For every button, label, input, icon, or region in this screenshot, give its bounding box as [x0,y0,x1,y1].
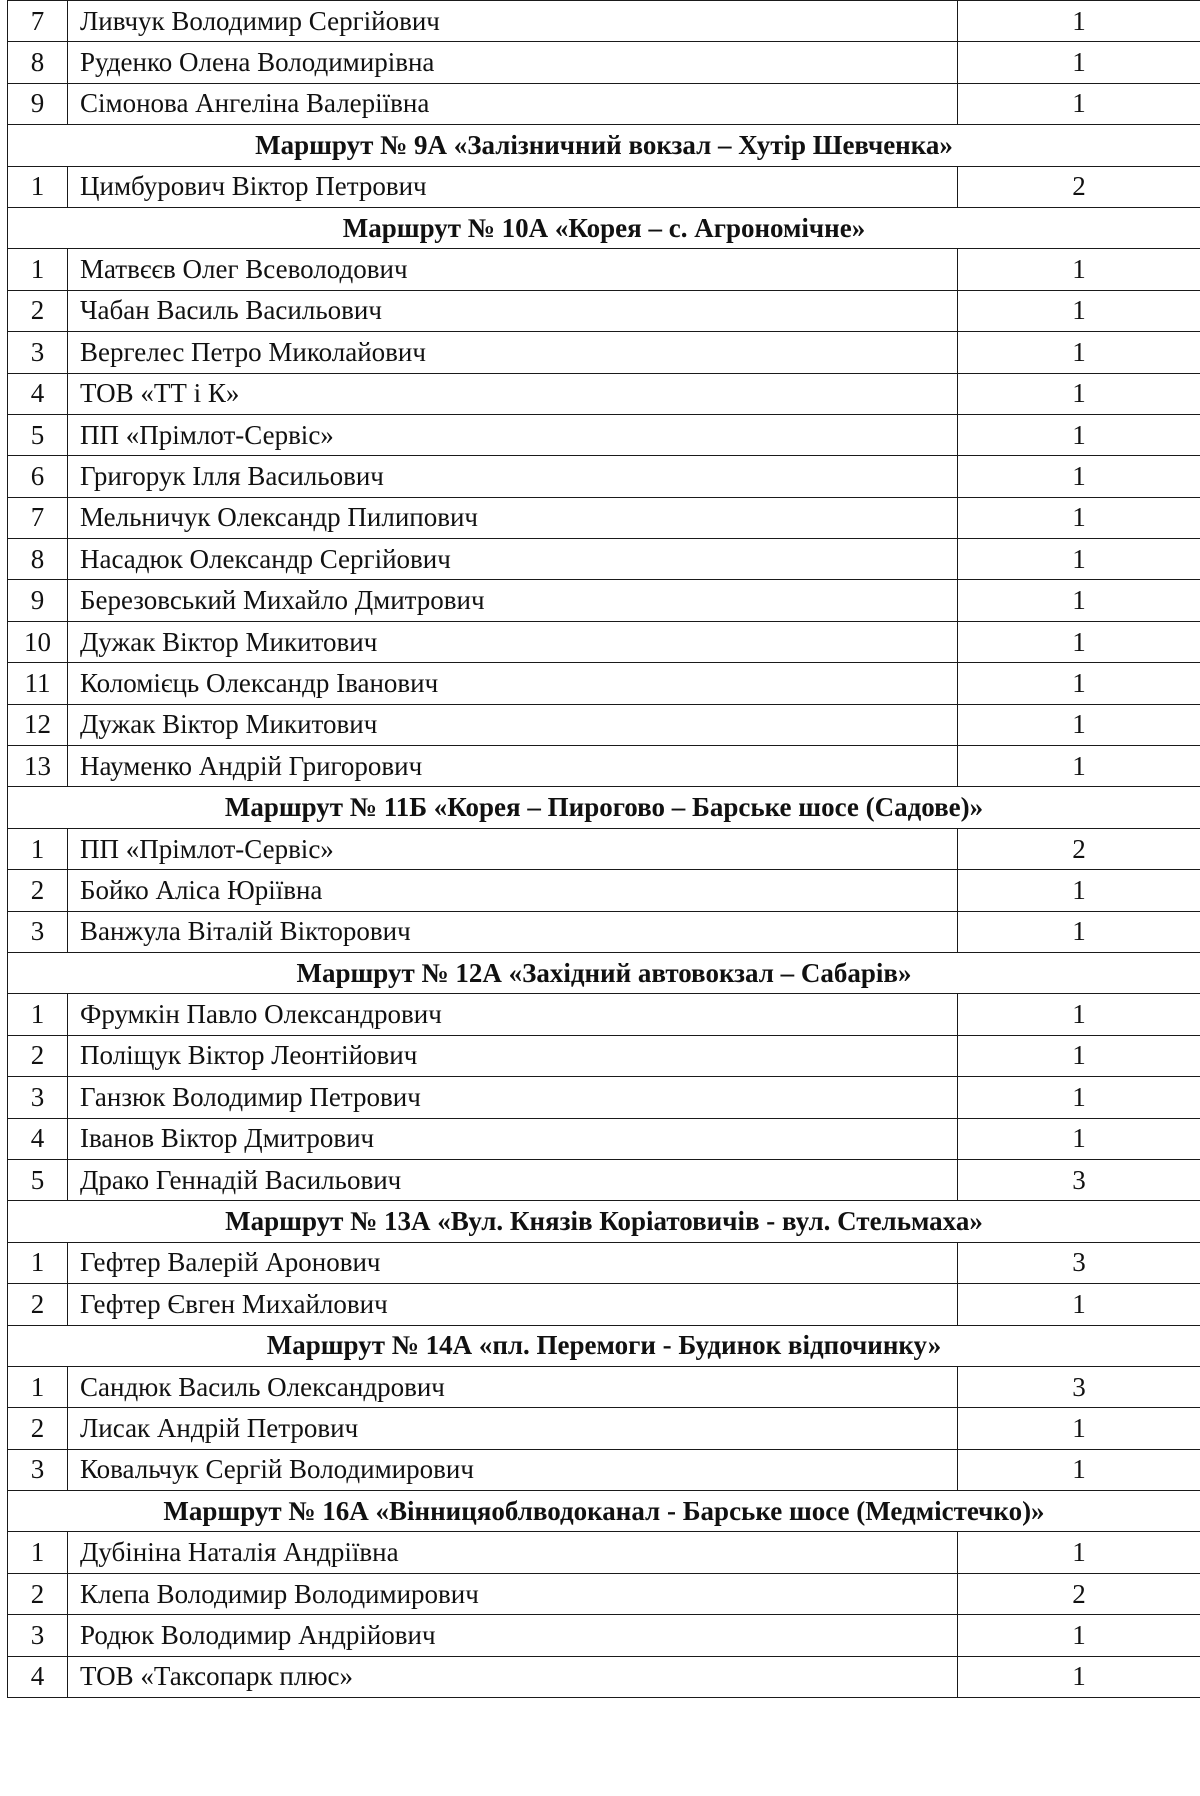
route-title: Маршрут № 13А «Вул. Князів Коріатовичів - вул. Стельмаха» [8,1201,1200,1242]
carrier-name-cell: Клепа Володимир Володимирович [68,1573,958,1614]
row-number-cell: 7 [8,1,68,42]
table-row [8,994,1200,1035]
carrier-name-cell: Дужак Віктор Микитович [68,704,958,745]
carrier-name-cell: Дужак Віктор Микитович [68,621,958,662]
table-row [8,456,1200,497]
vehicle-count-cell: 1 [958,1118,1200,1159]
vehicle-count-cell: 1 [958,249,1200,290]
row-number-cell: 9 [8,580,68,621]
carrier-name-cell: Григорук Ілля Васильович [68,456,958,497]
row-number-cell: 1 [8,828,68,869]
carrier-name-cell: Коломієць Олександр Іванович [68,663,958,704]
carrier-name-cell: Науменко Андрій Григорович [68,746,958,787]
table-row [8,911,1200,952]
carrier-name-cell: Ливчук Володимир Сергійович [68,1,958,42]
vehicle-count-cell: 2 [958,828,1200,869]
vehicle-count-cell: 1 [958,42,1200,83]
vehicle-count-cell: 1 [958,1035,1200,1076]
table-row [8,870,1200,911]
table-row [8,1449,1200,1490]
route-title: Маршрут № 12А «Західний автовокзал – Сабарів» [8,952,1200,993]
vehicle-count-cell: 1 [958,1615,1200,1656]
vehicle-count-cell: 1 [958,704,1200,745]
route-header-row [8,1491,1200,1532]
vehicle-count-cell: 1 [958,870,1200,911]
vehicle-count-cell: 1 [958,1077,1200,1118]
row-number-cell: 3 [8,332,68,373]
carrier-name-cell: Ковальчук Сергій Володимирович [68,1449,958,1490]
carrier-name-cell: Іванов Віктор Дмитрович [68,1118,958,1159]
route-header-row [8,207,1200,248]
vehicle-count-cell: 1 [958,456,1200,497]
vehicle-count-cell: 1 [958,911,1200,952]
table-row [8,1408,1200,1449]
vehicle-count-cell: 3 [958,1366,1200,1407]
table-row [8,828,1200,869]
table-row [8,663,1200,704]
table-row [8,332,1200,373]
row-number-cell: 2 [8,870,68,911]
table-row [8,621,1200,662]
row-number-cell: 13 [8,746,68,787]
route-header-row [8,1325,1200,1366]
table-row [8,166,1200,207]
row-number-cell: 2 [8,290,68,331]
row-number-cell: 5 [8,1159,68,1200]
table-row [8,1159,1200,1200]
vehicle-count-cell: 3 [958,1159,1200,1200]
table-row [8,42,1200,83]
row-number-cell: 6 [8,456,68,497]
carrier-table [7,0,1200,1698]
table-row [8,746,1200,787]
row-number-cell: 3 [8,1615,68,1656]
row-number-cell: 2 [8,1573,68,1614]
carrier-name-cell: Вергелес Петро Миколайович [68,332,958,373]
vehicle-count-cell: 1 [958,1449,1200,1490]
row-number-cell: 8 [8,539,68,580]
route-header-row [8,1201,1200,1242]
vehicle-count-cell: 2 [958,1573,1200,1614]
vehicle-count-cell: 2 [958,166,1200,207]
vehicle-count-cell: 1 [958,580,1200,621]
table-row [8,1532,1200,1573]
vehicle-count-cell: 1 [958,332,1200,373]
carrier-name-cell: Ванжула Віталій Вікторович [68,911,958,952]
vehicle-count-cell: 1 [958,1284,1200,1325]
table-row [8,704,1200,745]
carrier-name-cell: Дубініна Наталія Андріївна [68,1532,958,1573]
carrier-name-cell: Ганзюк Володимир Петрович [68,1077,958,1118]
row-number-cell: 2 [8,1035,68,1076]
row-number-cell: 2 [8,1284,68,1325]
table-row [8,580,1200,621]
row-number-cell: 12 [8,704,68,745]
vehicle-count-cell: 1 [958,1408,1200,1449]
route-title: Маршрут № 11Б «Корея – Пирогово – Барське шосе (Садове)» [8,787,1200,828]
route-header-row [8,952,1200,993]
vehicle-count-cell: 1 [958,746,1200,787]
carrier-name-cell: Руденко Олена Володимирівна [68,42,958,83]
table-row [8,1,1200,42]
row-number-cell: 3 [8,911,68,952]
carrier-name-cell: Чабан Василь Васильович [68,290,958,331]
row-number-cell: 3 [8,1449,68,1490]
route-header-row [8,125,1200,166]
table-row [8,373,1200,414]
route-title: Маршрут № 16А «Вінницяоблводоканал - Барське шосе (Медмістечко)» [8,1491,1200,1532]
carrier-name-cell: Березовський Михайло Дмитрович [68,580,958,621]
carrier-name-cell: Мельничук Олександр Пилипович [68,497,958,538]
row-number-cell: 7 [8,497,68,538]
carrier-name-cell: ПП «Прімлот-Сервіс» [68,828,958,869]
carrier-name-cell: Драко Геннадій Васильович [68,1159,958,1200]
carrier-name-cell: Фрумкін Павло Олександрович [68,994,958,1035]
carrier-name-cell: Сандюк Василь Олександрович [68,1366,958,1407]
carrier-name-cell: ТОВ «Таксопарк плюс» [68,1656,958,1697]
route-title: Маршрут № 10А «Корея – с. Агрономічне» [8,207,1200,248]
table-row [8,414,1200,455]
carrier-name-cell: Гефтер Євген Михайлович [68,1284,958,1325]
table-row [8,1615,1200,1656]
row-number-cell: 3 [8,1077,68,1118]
vehicle-count-cell: 1 [958,414,1200,455]
row-number-cell: 2 [8,1408,68,1449]
vehicle-count-cell: 1 [958,1,1200,42]
carrier-name-cell: Родюк Володимир Андрійович [68,1615,958,1656]
row-number-cell: 11 [8,663,68,704]
row-number-cell: 10 [8,621,68,662]
table-row [8,1366,1200,1407]
carrier-name-cell: Гефтер Валерій Аронович [68,1242,958,1283]
vehicle-count-cell: 1 [958,539,1200,580]
row-number-cell: 8 [8,42,68,83]
table-row [8,1656,1200,1697]
vehicle-count-cell: 1 [958,1656,1200,1697]
row-number-cell: 1 [8,1242,68,1283]
row-number-cell: 1 [8,994,68,1035]
table-row [8,1118,1200,1159]
table-row [8,1573,1200,1614]
table-row [8,1284,1200,1325]
table-row [8,1242,1200,1283]
carrier-name-cell: Сімонова Ангеліна Валеріївна [68,83,958,124]
table-row [8,497,1200,538]
vehicle-count-cell: 1 [958,83,1200,124]
row-number-cell: 4 [8,1118,68,1159]
row-number-cell: 4 [8,1656,68,1697]
vehicle-count-cell: 1 [958,663,1200,704]
carrier-name-cell: Поліщук Віктор Леонтійович [68,1035,958,1076]
carrier-name-cell: Лисак Андрій Петрович [68,1408,958,1449]
table-row [8,539,1200,580]
vehicle-count-cell: 1 [958,1532,1200,1573]
vehicle-count-cell: 1 [958,290,1200,331]
table-row [8,1035,1200,1076]
route-header-row [8,787,1200,828]
carrier-name-cell: ТОВ «ТТ і К» [68,373,958,414]
row-number-cell: 1 [8,1366,68,1407]
vehicle-count-cell: 1 [958,621,1200,662]
table-body [8,1,1200,1698]
table-row [8,83,1200,124]
row-number-cell: 1 [8,1532,68,1573]
carrier-name-cell: Цимбурович Віктор Петрович [68,166,958,207]
row-number-cell: 9 [8,83,68,124]
carrier-name-cell: Матвєєв Олег Всеволодович [68,249,958,290]
vehicle-count-cell: 1 [958,373,1200,414]
vehicle-count-cell: 3 [958,1242,1200,1283]
vehicle-count-cell: 1 [958,497,1200,538]
carrier-name-cell: Насадюк Олександр Сергійович [68,539,958,580]
route-title: Маршрут № 9А «Залізничний вокзал – Хутір Шевченка» [8,125,1200,166]
table-row [8,290,1200,331]
vehicle-count-cell: 1 [958,994,1200,1035]
route-title: Маршрут № 14А «пл. Перемоги - Будинок відпочинку» [8,1325,1200,1366]
carrier-name-cell: ПП «Прімлот-Сервіс» [68,414,958,455]
row-number-cell: 1 [8,249,68,290]
row-number-cell: 5 [8,414,68,455]
row-number-cell: 4 [8,373,68,414]
table-row [8,1077,1200,1118]
row-number-cell: 1 [8,166,68,207]
carrier-name-cell: Бойко Аліса Юріївна [68,870,958,911]
table-row [8,249,1200,290]
